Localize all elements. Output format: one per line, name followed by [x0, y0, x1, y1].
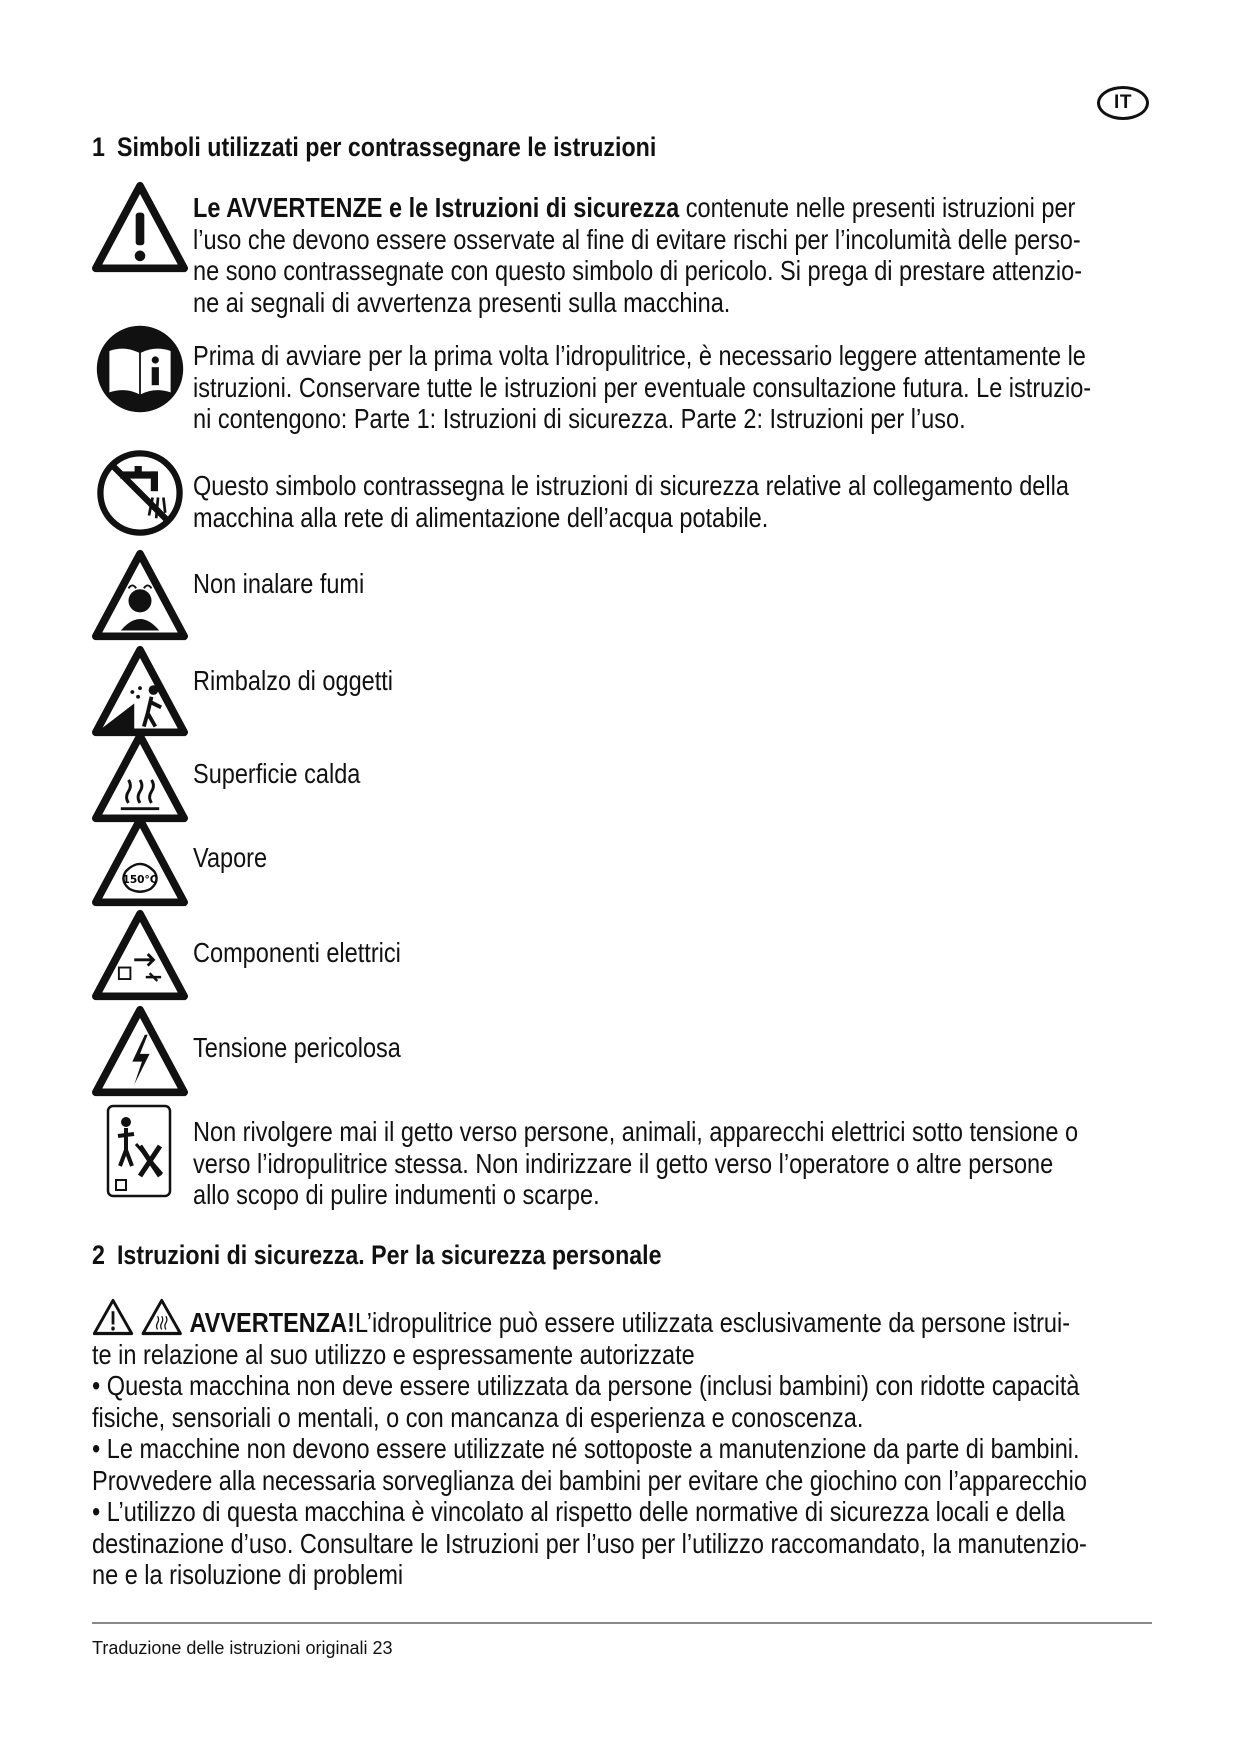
warning-bold-lead: Le AVVERTENZE e le Istruzioni di sicurezza — [193, 192, 680, 223]
section-2-body — [92, 1298, 1087, 1591]
language-badge: IT — [1097, 86, 1149, 120]
hot-surface-icon — [92, 730, 188, 826]
manual-line: istruzioni. Conservare tutte le istruzioni per eventuale consultazione futura. Le istruzio- — [193, 371, 1092, 403]
section-1-title: Simboli utilizzati per contrassegnare le istruzioni — [116, 132, 657, 162]
section-2-line: • Le macchine non devono essere utilizzate né sottoposte a manutenzione da parte di bambini. — [92, 1433, 1080, 1464]
warning-triangle-icon — [92, 1298, 134, 1336]
warning-line: l’uso che devono essere osservate al fine di evitare rischi per l’incolumità delle perso- — [193, 223, 1081, 255]
section-2-title: Istruzioni di sicurezza. Per la sicurezza personale — [116, 1240, 662, 1270]
manual-text — [193, 340, 1091, 435]
high-voltage-icon — [92, 1004, 188, 1100]
steam-icon — [92, 814, 188, 910]
rebound-label: Rimbalzo di oggetti — [193, 665, 394, 696]
section-1-heading — [92, 132, 656, 163]
warning-triangle-icon — [92, 180, 188, 276]
steam-label: Vapore — [193, 842, 268, 873]
section-2-line: ne e la risoluzione di problemi — [92, 1559, 404, 1590]
warning-text — [193, 192, 1082, 318]
section-2-number: 2 — [92, 1240, 105, 1270]
footer-text: Traduzione delle istruzioni originali 23 — [92, 1638, 393, 1658]
jet-warning-text — [193, 1116, 1078, 1211]
manual-line: ni contengono: Parte 1: Istruzioni di sicurezza. Parte 2: Istruzioni per l’uso. — [193, 403, 966, 434]
jet-line: Non rivolgere mai il getto verso persone, animali, apparecchi elettrici sotto tensione o — [193, 1116, 1079, 1147]
section-2-line: fisiche, sensoriali o mentali, o con mancanza di esperienza e conoscenza. — [92, 1401, 864, 1433]
warning-line: contenute nelle presenti istruzioni per — [685, 192, 1076, 223]
warning-line: ne ai segnali di avvertenza presenti sulla macchina. — [193, 286, 731, 318]
steam-temp-label: 150°C — [122, 874, 158, 887]
section-2-line: L’idropulitrice può essere utilizzata esclusivamente da persone istrui- — [354, 1307, 1071, 1338]
section-2-bold-lead: AVVERTENZA! — [189, 1307, 355, 1338]
section-2-line: te in relazione al suo utilizzo e espressamente autorizzate — [92, 1338, 695, 1370]
section-1-number: 1 — [92, 132, 105, 162]
high-voltage-label: Tensione pericolosa — [193, 1032, 401, 1063]
read-manual-icon — [95, 324, 185, 414]
electrical-components-icon — [92, 908, 188, 1004]
no-drinking-water-connection-icon — [95, 448, 185, 538]
object-rebound-icon — [92, 644, 188, 740]
jet-line: allo scopo di pulire indumenti o scarpe. — [193, 1179, 600, 1210]
water-line: macchina alla rete di alimentazione dell’acqua potabile. — [193, 501, 769, 533]
section-2-line: destinazione d’uso. Consultare le Istruzioni per l’uso per l’utilizzo raccomandato, la manutenzio- — [92, 1527, 1087, 1559]
hot-surface-icon — [141, 1298, 183, 1336]
no-inhale-fumes-icon — [92, 548, 188, 644]
manual-line: Prima di avviare per la prima volta l’idropulitrice, è necessario leggere attentamente le — [193, 340, 1086, 371]
footer-divider — [92, 1622, 1152, 1624]
jet-line: verso l’idropulitrice stessa. Non indirizzare il getto verso l’operatore o altre persone — [193, 1147, 1054, 1179]
water-text — [193, 470, 1069, 533]
section-2-heading — [92, 1240, 662, 1271]
no-jet-at-people-icon — [106, 1104, 172, 1198]
electrical-components-label: Componenti elettrici — [193, 937, 401, 968]
fumes-label: Non inalare fumi — [193, 568, 365, 599]
hot-surface-label: Superficie calda — [193, 758, 361, 789]
section-2-line: • Questa macchina non deve essere utilizzata da persone (inclusi bambini) con ridotte capacità — [92, 1370, 1080, 1401]
warning-line: ne sono contrassegnate con questo simbolo di pericolo. Si prega di prestare attenzio- — [193, 255, 1083, 286]
section-2-line: • L’utilizzo di questa macchina è vincolato al rispetto delle normative di sicurezza locali e della — [92, 1496, 1066, 1527]
section-2-line: Provvedere alla necessaria sorveglianza dei bambini per evitare che giochino con l’apparecchio — [92, 1464, 1087, 1496]
water-line: Questo simbolo contrassegna le istruzioni di sicurezza relative al collegamento della — [193, 470, 1069, 501]
